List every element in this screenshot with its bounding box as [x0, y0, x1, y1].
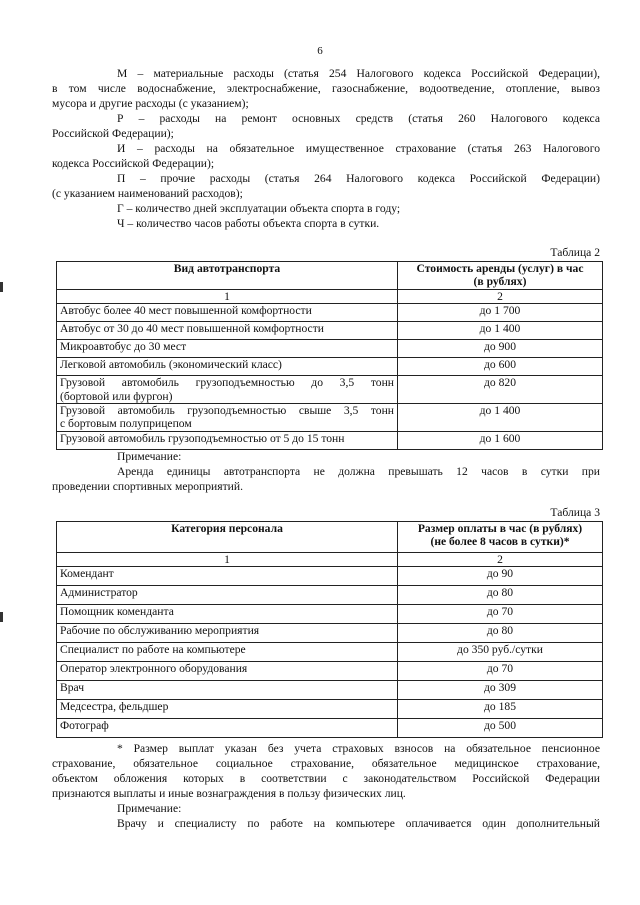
- footnote-line3: объектом обложения которых в соответствии с законодательством Российской Федерации: [52, 772, 600, 785]
- table3-header-row: [57, 522, 603, 553]
- staff-rate: до 80: [398, 624, 603, 643]
- vehicle-name-line2: с бортовым полуприцепом: [60, 417, 192, 431]
- staff-category: Специалист по работе на компьютере: [57, 643, 398, 662]
- table2-header-price-line2: (в рублях): [473, 275, 527, 289]
- vehicle-name: [57, 376, 398, 404]
- table-row: [57, 376, 603, 404]
- vehicle-price: до 820: [398, 376, 603, 404]
- table-row: [57, 605, 603, 624]
- vehicle-name: Грузовой автомобиль грузоподъемностью от 5 до 15 тонн: [57, 431, 398, 449]
- vehicle-name: Автобус более 40 мест повышенной комфортности: [57, 304, 398, 322]
- definition-m-line2: в том числе водоснабжение, электроснабжение, газоснабжение, водоотведение, отопление, вывоз: [52, 82, 600, 95]
- note2-line2: проведении спортивных мероприятий.: [52, 480, 243, 493]
- footnote-line1: * Размер выплат указан без учета страховых взносов на обязательное пенсионное: [117, 742, 600, 755]
- table-row: [57, 700, 603, 719]
- table3-colnum-1: 1: [57, 553, 398, 567]
- vehicle-name: Легковой автомобиль (экономический класс): [57, 358, 398, 376]
- vehicle-price: до 600: [398, 358, 603, 376]
- table2-colnum-row: [57, 289, 603, 303]
- staff-rate: до 70: [398, 662, 603, 681]
- table2-colnum-1: 1: [57, 289, 398, 303]
- staff-category: Оператор электронного оборудования: [57, 662, 398, 681]
- table-row: [57, 322, 603, 340]
- staff-rate: до 309: [398, 681, 603, 700]
- table-row: [57, 662, 603, 681]
- definition-ch: Ч – количество часов работы объекта спорта в сутки.: [117, 217, 380, 230]
- table2-header-row: [57, 262, 603, 290]
- table-row: [57, 567, 603, 586]
- definition-m-line1: М – материальные расходы (статья 254 Налогового кодекса Российской Федерации),: [117, 67, 600, 80]
- table3-header-category: Категория персонала: [57, 522, 398, 553]
- definition-i-line2: кодекса Российской Федерации);: [52, 157, 215, 170]
- vehicle-name-line1: Грузовой автомобиль грузоподъемностью свыше 3,5 тонн: [60, 404, 394, 418]
- note3-label: Примечание:: [117, 802, 182, 815]
- table-row: [57, 586, 603, 605]
- table-row: [57, 358, 603, 376]
- staff-rate: до 500: [398, 719, 603, 738]
- table-row: [57, 340, 603, 358]
- table2-header-price: [398, 262, 603, 290]
- table-row: [57, 624, 603, 643]
- table2-colnum-2: 2: [398, 289, 603, 303]
- table3-header-rate: [398, 522, 603, 553]
- page-number: 6: [317, 45, 323, 57]
- table-row: [57, 643, 603, 662]
- note3-line1: Врачу и специалисту по работе на компьютере оплачивается один дополнительный: [117, 817, 600, 830]
- vehicle-name-line1: Грузовой автомобиль грузоподъемностью до 3,5 тонн: [60, 376, 394, 390]
- table-row: [57, 681, 603, 700]
- table-row: [57, 404, 603, 432]
- staff-category: Медсестра, фельдшер: [57, 700, 398, 719]
- table2-header-vehicle: Вид автотранспорта: [57, 262, 398, 290]
- staff-rate: до 90: [398, 567, 603, 586]
- footnote-line2: страхование, обязательное социальное страхование, обязательное медицинское страхование,: [52, 757, 600, 770]
- table2-header-price-line1: Стоимость аренды (услуг) в час: [416, 262, 584, 275]
- staff-rate: до 80: [398, 586, 603, 605]
- vehicle-price: до 1 600: [398, 431, 603, 449]
- definition-i-line1: И – расходы на обязательное имущественное страхование (статья 263 Налогового: [117, 142, 600, 155]
- table3-header-rate-line2: (не более 8 часов в сутки)*: [430, 535, 570, 549]
- staff-category: Фотограф: [57, 719, 398, 738]
- vehicle-price: до 1 700: [398, 304, 603, 322]
- staff-category: Комендант: [57, 567, 398, 586]
- note2-line1: Аренда единицы автотранспорта не должна превышать 12 часов в сутки при: [117, 465, 600, 478]
- table-row: [57, 304, 603, 322]
- vehicle-price: до 900: [398, 340, 603, 358]
- definition-p-line1: П – прочие расходы (статья 264 Налогового кодекса Российской Федерации): [117, 172, 600, 185]
- staff-rate: до 185: [398, 700, 603, 719]
- table2-caption: Таблица 2: [550, 246, 600, 259]
- staff-category: Врач: [57, 681, 398, 700]
- scan-edge-mark: [0, 282, 3, 292]
- vehicle-name-line2: (бортовой или фургон): [60, 389, 173, 403]
- vehicle-name: Автобус от 30 до 40 мест повышенной комфортности: [57, 322, 398, 340]
- table3-colnum-2: 2: [398, 553, 603, 567]
- staff-category: Рабочие по обслуживанию мероприятия: [57, 624, 398, 643]
- staff-category: Администратор: [57, 586, 398, 605]
- table3-header-rate-line1: Размер оплаты в час (в рублях): [417, 522, 583, 535]
- table3-staff-rates: [56, 521, 603, 738]
- note2-label: Примечание:: [117, 450, 182, 463]
- table3-colnum-row: [57, 553, 603, 567]
- definition-r-line2: Российской Федерации);: [52, 127, 174, 140]
- staff-category: Помощник коменданта: [57, 605, 398, 624]
- table-row: [57, 719, 603, 738]
- table2-vehicle-rental: [56, 261, 603, 450]
- staff-rate: до 350 руб./сутки: [398, 643, 603, 662]
- vehicle-name: Микроавтобус до 30 мест: [57, 340, 398, 358]
- scan-edge-mark: [0, 612, 3, 622]
- table-row: [57, 431, 603, 449]
- definition-p-line2: (с указанием наименований расходов);: [52, 187, 243, 200]
- definition-r-line1: Р – расходы на ремонт основных средств (статья 260 Налогового кодекса: [117, 112, 600, 125]
- footnote-line4: признаются выплаты и иные вознаграждения в пользу физических лиц.: [52, 787, 406, 800]
- definition-m-line3: мусора и другие расходы (с указанием);: [52, 97, 249, 110]
- vehicle-price: до 1 400: [398, 404, 603, 432]
- vehicle-name: [57, 404, 398, 432]
- definition-g: Г – количество дней эксплуатации объекта спорта в году;: [117, 202, 401, 215]
- staff-rate: до 70: [398, 605, 603, 624]
- vehicle-price: до 1 400: [398, 322, 603, 340]
- table3-caption: Таблица 3: [550, 506, 600, 519]
